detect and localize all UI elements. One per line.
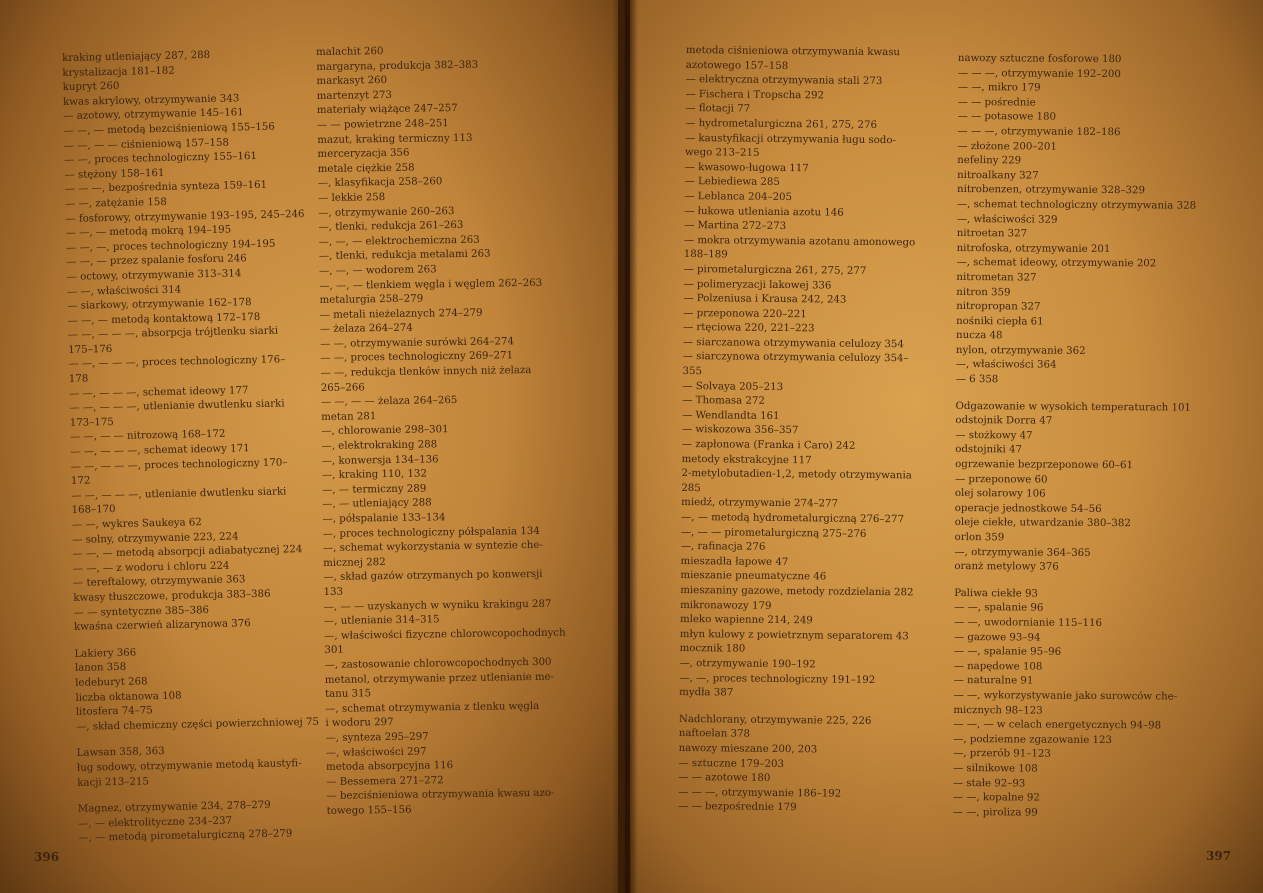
index-entry: — —, spalanie 96 [954,602,1044,614]
index-entry: mieszadła łapowe 47 [680,555,789,568]
index-entry: kwasy tłuszczowe, produkcja 383–386 [73,588,271,604]
index-entry: —, kraking 110, 132 [321,468,427,482]
index-entry: —, klasyfikacja 258–260 [317,176,443,190]
index-entry: — —, piroliza 99 [952,806,1038,819]
index-entry: —, właściwości 329 [956,213,1058,226]
index-entry: — siarczynowa otrzymywania celulozy 354– [682,351,909,365]
index-entry: — —, — — ciśnieniową 157–158 [63,137,230,152]
index-entry: — Polzeniusa i Krausa 242, 243 [683,293,847,306]
index-entry: Magnez, otrzymywanie 234, 278–279 [77,799,271,815]
index-entry: — wiskozowa 356–357 [681,424,799,437]
index-entry: nitroalkany 327 [957,169,1039,182]
index-entry: liczba oktanowa 108 [75,690,182,704]
index-entry: —, tlenki, redukcja metalami 263 [318,248,491,263]
index-entry: — przeponowe 60 [954,473,1048,486]
index-entry: — octowy, otrzymywanie 313–314 [66,268,242,283]
index-entry: — Wendlandta 161 [682,409,780,422]
index-entry: — Leblanca 204–205 [684,190,793,204]
index-entry: kupryt 260 [62,80,120,94]
index-entry: — —, — metodą bezciśnieniową 155–156 [63,121,275,137]
index-entry: — —, otrzymywanie surówki 264–274 [320,336,515,350]
index-entry: — —, — — —, schemat ideowy 171 [70,443,250,458]
index-entry: —, —, proces technologiczny 191–192 [679,672,876,686]
index-entry: oranż metylowy 376 [954,561,1059,573]
index-entry: —, —, — tlenkiem węgla i węglem 262–263 [319,277,543,292]
index-entry: Lawsan 358, 363 [76,746,165,760]
index-entry: — —, — przez spalanie fosforu 246 [66,253,247,269]
index-entry: —, elektrokraking 288 [321,439,438,452]
index-entry: kacji 213–215 [77,775,150,789]
index-entry: ledeburyt 268 [75,676,148,689]
index-entry: — przeponowa 220–221 [683,307,807,320]
index-entry: — —, uwodornianie 115–116 [953,616,1103,629]
index-entry: wego 213–215 [684,147,760,159]
index-entry: nitrometan 327 [956,271,1037,284]
index-entry: —, podziemne zgazowanie 123 [953,733,1113,746]
index-entry: — pirometalurgiczna 261, 275, 277 [683,263,867,277]
index-entry: — bezciśnieniowa otrzymywania kwasu azo- [326,788,555,803]
index-entry: mikronawozy 179 [680,599,772,612]
index-entry: nitroetan 327 [956,228,1028,240]
right-index-column-2 [953,52,1258,822]
index-entry: —, właściwości 364 [955,359,1057,372]
index-entry: nucza 48 [955,330,1003,342]
index-entry: — —, proces technologiczny 155–161 [64,151,258,167]
index-entry: —, półspalanie 133–134 [322,512,446,525]
index-entry: ogrzewanie bezprzeponowe 60–61 [955,459,1134,472]
index-entry: i wodoru 297 [325,717,394,730]
index-entry: martenzyt 273 [316,89,392,102]
index-entry: — — bezpośrednie 179 [677,801,797,814]
index-entry: 188–189 [683,249,728,261]
index-entry: —, — — pirometalurgiczną 275–276 [680,526,867,540]
index-entry: odstojnik Dorra 47 [955,415,1053,427]
index-entry: —, konwersja 134–136 [321,453,439,467]
index-entry: — — pośrednie [957,96,1036,109]
index-entry: 2-metylobutadien-1,2, metody otrzymywania [681,468,912,482]
index-entry: metalurgia 258–279 [319,293,424,307]
index-entry: metoda absorpcyjna 116 [325,760,454,774]
index-entry: mieszanie pneumatyczne 46 [680,570,827,583]
index-entry: 173–175 [69,416,114,429]
index-entry: —, właściwości fizyczne chlorowcopochodnych [324,627,566,642]
index-entry: —, —, — wodorem 263 [319,264,437,277]
index-entry: Odgazowanie w wysokich temperaturach 101 [955,400,1191,414]
index-entry: 265–266 [320,382,365,394]
index-entry: — —, kopalne 92 [952,792,1040,804]
index-entry: metody ekstrakcyjne 117 [681,453,812,466]
index-entry: nawozy sztuczne fosforowe 180 [957,52,1122,66]
index-entry: nawozy mieszane 200, 203 [678,742,818,756]
index-entry: —, przerób 91–123 [953,748,1051,760]
index-entry: —, zastosowanie chlorowcopochodnych 300 [324,656,552,671]
index-entry: malachit 260 [316,46,384,58]
index-entry: —, — elektrolityczne 234–237 [78,815,233,830]
index-entry: — —, — w celach energetycznych 94–98 [953,719,1162,732]
index-entry: — —, proces technologiczny 269–271 [320,350,514,365]
index-entry: — —, —, proces technologiczny 194–195 [65,238,276,254]
index-entry: merceryzacja 356 [317,147,410,161]
index-entry: towego 155–156 [326,804,412,817]
index-entry: metan 281 [321,411,377,423]
index-entry: — —, zatężanie 158 [65,196,167,210]
index-entry: — siarkowy, otrzymywanie 162–178 [67,297,252,313]
index-entry: — kaustyfikacji otrzymywania ługu sodo- [684,132,896,146]
index-entry: naftoelan 378 [678,728,751,741]
index-entry: —, otrzymywanie 260–263 [318,205,455,219]
index-entry: 355 [682,366,703,378]
index-entry: Paliwa ciekłe 93 [954,587,1038,600]
index-entry: — —, — — —, schemat ideowy 177 [69,384,249,400]
index-entry: — —, — z wodoru i chloru 224 [72,560,230,575]
index-entry: —, — utleniający 288 [322,497,432,511]
index-entry: — łukowa utleniania azotu 146 [684,205,844,219]
index-entry: — Thomasa 272 [682,395,765,408]
index-entry: lanon 358 [74,662,127,675]
index-entry: nefeliny 229 [957,155,1022,167]
index-entry: —, — termiczny 289 [322,483,427,496]
index-entry: micznej 282 [323,556,386,569]
index-entry: — —, — — —, proces technologiczny 170– [70,456,288,473]
index-entry: — naturalne 91 [953,675,1034,687]
left-page-number: 396 [34,850,60,864]
index-entry: kwas akrylowy, otrzymywanie 343 [62,93,240,108]
index-entry: ług sodowy, otrzymywanie metodą kaustyfi- [76,758,302,774]
index-entry: — —, spalanie 95–96 [953,646,1062,658]
index-entry: — stężony 158–161 [64,167,165,181]
index-entry: 172 [70,475,91,488]
index-entry: mydła 387 [679,687,734,699]
index-entry: —, schemat ideowy, otrzymywanie 202 [956,257,1157,270]
right-page [630,0,1263,893]
index-entry: — — syntetyczne 385–386 [73,604,210,619]
index-entry: — polimeryzacji lakowej 336 [683,278,832,292]
index-entry: operacje jednostkowe 54–56 [954,502,1102,515]
index-entry: —, proces technologiczny półspalania 134 [322,525,540,540]
index-entry: — —, — — —, utlenianie dwutlenku siarki [69,398,285,415]
index-entry: nitropropan 327 [956,301,1041,313]
index-entry: materiały wiążące 247–257 [316,103,458,117]
index-entry: — hydrometalurgiczna 261, 275, 276 [685,117,878,131]
index-entry: — —, mikro 179 [957,82,1041,94]
index-entry: orlon 359 [954,531,1005,544]
index-entry: — —, — — —, utlenianie dwutlenku siarki [71,486,287,502]
index-entry: — —, wykorzystywanie jako surowców che- [953,689,1178,703]
index-entry: krystalizacja 181–182 [62,65,175,79]
index-entry: metanol, otrzymywanie przez utlenianie me- [324,671,555,686]
index-entry: — —, właściwości 314 [66,284,182,298]
index-entry: — — —, otrzymywanie 186–192 [678,786,842,800]
index-entry: nitrobenzen, otrzymywanie 328–329 [956,184,1146,197]
index-entry: — fosforowy, otrzymywanie 193–195, 245–246 [65,208,305,225]
index-entry: —, schemat otrzymywania z tlenku węgla [325,700,540,715]
index-entry: —, schemat technologiczny otrzymywania 328 [956,198,1197,212]
index-entry: —, utlenianie 314–315 [323,614,440,628]
index-entry: kwaśna czerwień alizarynowa 376 [73,618,251,634]
index-entry: — żelaza 264–274 [319,322,413,336]
index-entry: — siarczanowa otrzymywania celulozy 354 [682,336,904,351]
index-entry: azotowego 157–158 [685,59,789,72]
index-entry: mleko wapienne 214, 249 [679,614,813,627]
left-page [0,0,618,893]
index-entry: — stożkowy 47 [955,429,1033,442]
index-entry: — stałe 92–93 [952,777,1026,789]
index-entry: miedź, otrzymywanie 274–277 [681,497,839,511]
right-index-column-1 [678,44,976,818]
index-entry: — —, — metodą mokrą 194–195 [65,224,232,240]
index-entry: — —, — — —, absorpcja trójtlenku siarki [67,325,279,342]
index-entry: 178 [68,373,89,385]
index-entry: — kwasowo-ługowa 117 [684,161,809,175]
index-entry: — —, — metodą absorpcji adiabatycznej 224 [72,544,303,561]
index-entry: tanu 315 [324,688,372,701]
index-entry: — Martina 272–273 [684,220,787,233]
index-entry: — rtęciowa 220, 221–223 [682,322,815,335]
index-entry: —, — metodą pirometalurgiczną 278–279 [78,828,293,845]
index-entry: — —, — metodą kontaktową 172–178 [67,311,261,327]
index-entry: — — —, otrzymywanie 192–200 [957,67,1121,80]
index-entry: —, skład chemiczny części powierzchniowej 75 [76,716,320,733]
index-entry: — sztuczne 179–203 [678,757,785,770]
index-entry: — elektryczna otrzymywania stali 273 [685,74,883,88]
index-entry: 133 [323,586,344,598]
index-entry: — —, — — nitrozową 168–172 [69,429,226,444]
index-entry: — gazowe 93–94 [953,631,1041,644]
index-entry: —, otrzymywanie 190–192 [679,657,816,671]
index-entry: kraking utleniający 287, 288 [62,49,211,64]
index-entry: —, skład gazów otrzymanych po konwersji [323,569,543,584]
index-entry: nitron 359 [956,286,1011,298]
index-entry: Nadchlorany, otrzymywanie 225, 226 [678,713,872,727]
index-entry: —, rafinacja 276 [680,541,766,554]
index-entry: —, —, — elektrochemiczna 263 [318,234,480,248]
index-entry: litosfera 74–75 [75,705,153,718]
index-entry: —, schemat wykorzystania w syntezie che- [322,540,543,555]
index-entry: —, właściwości 297 [325,746,427,759]
index-entry: — —, — — —, proces technologiczny 176– [68,354,286,371]
index-entry: metale ciężkie 258 [317,162,415,175]
index-entry: — — azotowe 180 [678,772,771,785]
index-entry: mocznik 180 [679,643,746,655]
index-entry: — —, wykres Saukeya 62 [71,517,202,531]
index-entry: — lekkie 258 [318,191,386,204]
index-entry: młyn kulowy z powietrznym separatorem 43 [679,628,909,643]
index-entry: — napędowe 108 [953,660,1043,673]
index-entry: micznych 98–123 [953,704,1043,717]
index-entry: — —, redukcja tlenków innych niż żelaza [320,365,532,380]
index-entry: markasyt 260 [316,75,388,88]
index-entry: —, tlenki, redukcja 261–263 [318,220,464,234]
index-entry: —, otrzymywanie 364–365 [954,546,1091,559]
index-entry: — 6 358 [955,374,999,386]
index-entry: oleje ciekłe, utwardzanie 380–382 [954,517,1131,530]
index-entry: — — —, bezpośrednia synteza 159–161 [64,180,268,196]
index-entry: — mokra otrzymywania azotanu amonowego [683,234,916,249]
index-entry: 168–170 [71,504,116,517]
index-entry: 285 [681,482,701,494]
index-entry: nośniki ciepła 61 [956,315,1044,328]
right-page-number: 397 [1206,849,1232,863]
index-entry: 301 [324,645,344,657]
book-gutter [612,0,638,893]
index-entry: metoda ciśnieniowa otrzymywania kwasu [685,44,901,59]
index-entry: nitrofoska, otrzymywanie 201 [956,242,1111,255]
left-index-column-2 [316,42,617,819]
index-entry: — zapłonowa (Franka i Caro) 242 [681,439,856,452]
index-entry: 175–176 [68,343,113,356]
index-entry: — silnikowe 108 [952,762,1038,775]
index-entry: — solny, otrzymywanie 223, 224 [72,531,239,546]
index-entry: mieszaniny gazowe, metody rozdzielania 282 [680,584,914,599]
index-entry: Lakiery 366 [74,647,137,660]
index-entry: mazut, kraking termiczny 113 [317,132,473,146]
index-entry: —, chlorowanie 298–301 [321,424,449,438]
index-entry: — Lebiediewa 285 [684,176,780,189]
index-entry: — Solvaya 205–213 [682,380,784,393]
index-entry: — metali nieżelaznych 274–279 [319,307,483,321]
index-entry: — Bessemera 271–272 [326,774,444,788]
index-entry: olej solarowy 106 [954,488,1046,500]
index-entry: — tereftalowy, otrzymywanie 363 [73,574,246,590]
index-entry: nylon, otrzymywanie 362 [955,344,1086,357]
index-entry: odstojniki 47 [955,444,1022,456]
index-entry: — — potasowe 180 [957,111,1057,124]
index-entry: margaryna, produkcja 382–383 [316,59,479,73]
index-entry: — azotowy, otrzymywanie 145–161 [63,107,244,123]
index-entry: —, — — uzyskanych w wyniku krakingu 287 [323,598,552,613]
index-entry: — — powietrzne 248–251 [317,118,449,131]
index-entry: — złożone 200–201 [957,140,1057,153]
index-entry: — flotacji 77 [685,103,751,116]
index-entry: —, synteza 295–297 [325,731,429,744]
index-entry: — Fischera i Tropscha 292 [685,88,825,102]
index-entry: —, — metodą hydrometalurgiczną 276–277 [680,511,905,526]
index-entry: — — —, otrzymywanie 182–186 [957,125,1121,139]
index-entry: — —, — — żelaza 264–265 [320,395,458,409]
